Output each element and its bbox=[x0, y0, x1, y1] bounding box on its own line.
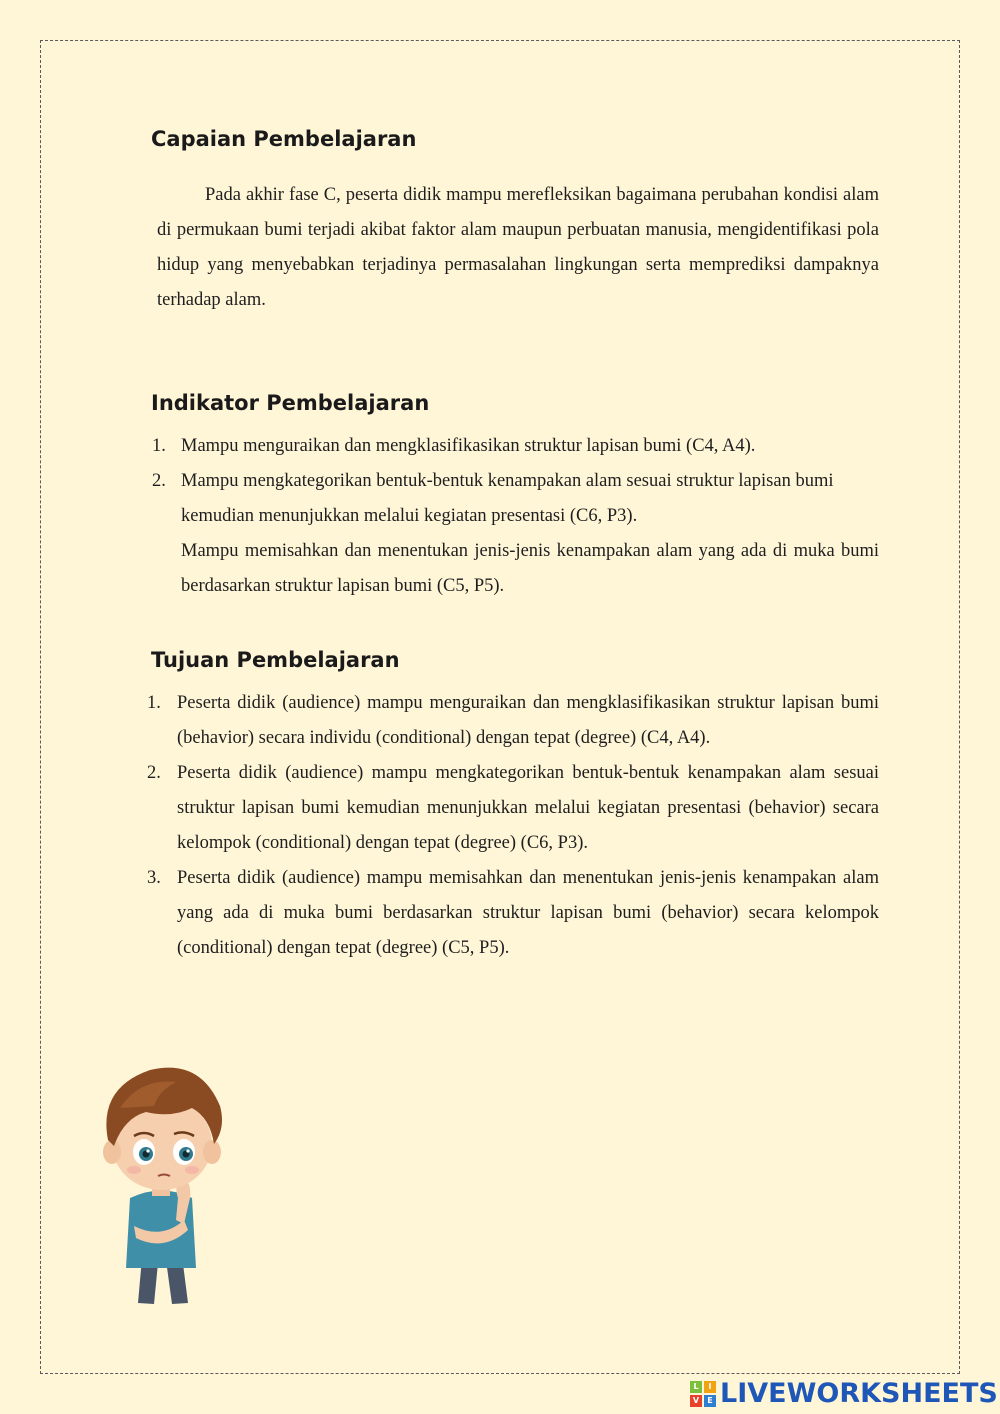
logo-letter: V bbox=[690, 1395, 702, 1407]
logo-letter: E bbox=[704, 1395, 716, 1407]
list-text: Peserta didik (audience) mampu menguraikan dan mengklasifikasikan struktur lapisan bumi (behavior) secara individu (conditional) dengan tepat (degree) (C4, A4). bbox=[177, 693, 879, 748]
logo-letter: I bbox=[704, 1381, 716, 1393]
tujuan-heading: Tujuan Pembelajaran bbox=[151, 648, 400, 672]
indikator-heading: Indikator Pembelajaran bbox=[151, 391, 430, 415]
capaian-heading: Capaian Pembelajaran bbox=[151, 127, 417, 151]
liveworksheets-logo-icon bbox=[690, 1381, 716, 1407]
brand-name: LIVEWORKSHEETS bbox=[720, 1378, 998, 1409]
list-number: 1. bbox=[152, 436, 166, 456]
list-text: Peserta didik (audience) mampu memisahkan dan menentukan jenis-jenis kenampakan alam yang ada di muka bumi berdasarkan struktur lapisan bumi (behavior) secara kelompok (conditional) dengan tepat (degree) (C5, P5). bbox=[177, 868, 879, 958]
logo-letter: L bbox=[690, 1381, 702, 1393]
list-item bbox=[147, 861, 879, 966]
list-number: 3. bbox=[147, 868, 161, 888]
list-number: 2. bbox=[152, 471, 166, 491]
tujuan-list bbox=[147, 686, 879, 966]
list-number: 1. bbox=[147, 693, 161, 713]
list-item bbox=[152, 429, 879, 464]
list-text: Mampu mengkategorikan bentuk-bentuk kenampakan alam sesuai struktur lapisan bumi kemudian menunjukkan melalui kegiatan presentasi (C6, P3). bbox=[181, 471, 834, 526]
liveworksheets-brand[interactable] bbox=[690, 1378, 998, 1409]
list-text: Peserta didik (audience) mampu mengkategorikan bentuk-bentuk kenampakan alam sesuai struktur lapisan bumi kemudian menunjukkan melalui kegiatan presentasi (behavior) secara kelompok (conditional) dengan tepat (degree) (C6, P3). bbox=[177, 763, 879, 853]
list-item bbox=[181, 534, 879, 604]
capaian-paragraph: Pada akhir fase C, peserta didik mampu merefleksikan bagaimana perubahan kondisi alam di permukaan bumi terjadi akibat faktor alam maupun perbuatan manusia, mengidentifikasi pola hidup yang menyebabkan terjadinya permasalahan lingkungan serta memprediksi dampaknya terhadap alam. bbox=[157, 185, 879, 310]
list-number: 2. bbox=[147, 763, 161, 783]
list-text: Mampu memisahkan dan menentukan jenis-jenis kenampakan alam yang ada di muka bumi berdasarkan struktur lapisan bumi (C5, P5). bbox=[181, 541, 879, 596]
list-item bbox=[147, 686, 879, 756]
list-item bbox=[147, 756, 879, 861]
list-text: Mampu menguraikan dan mengklasifikasikan struktur lapisan bumi (C4, A4). bbox=[181, 436, 756, 456]
list-item bbox=[152, 464, 861, 534]
indikator-list bbox=[152, 429, 879, 604]
thinking-boy-illustration bbox=[80, 1048, 240, 1308]
